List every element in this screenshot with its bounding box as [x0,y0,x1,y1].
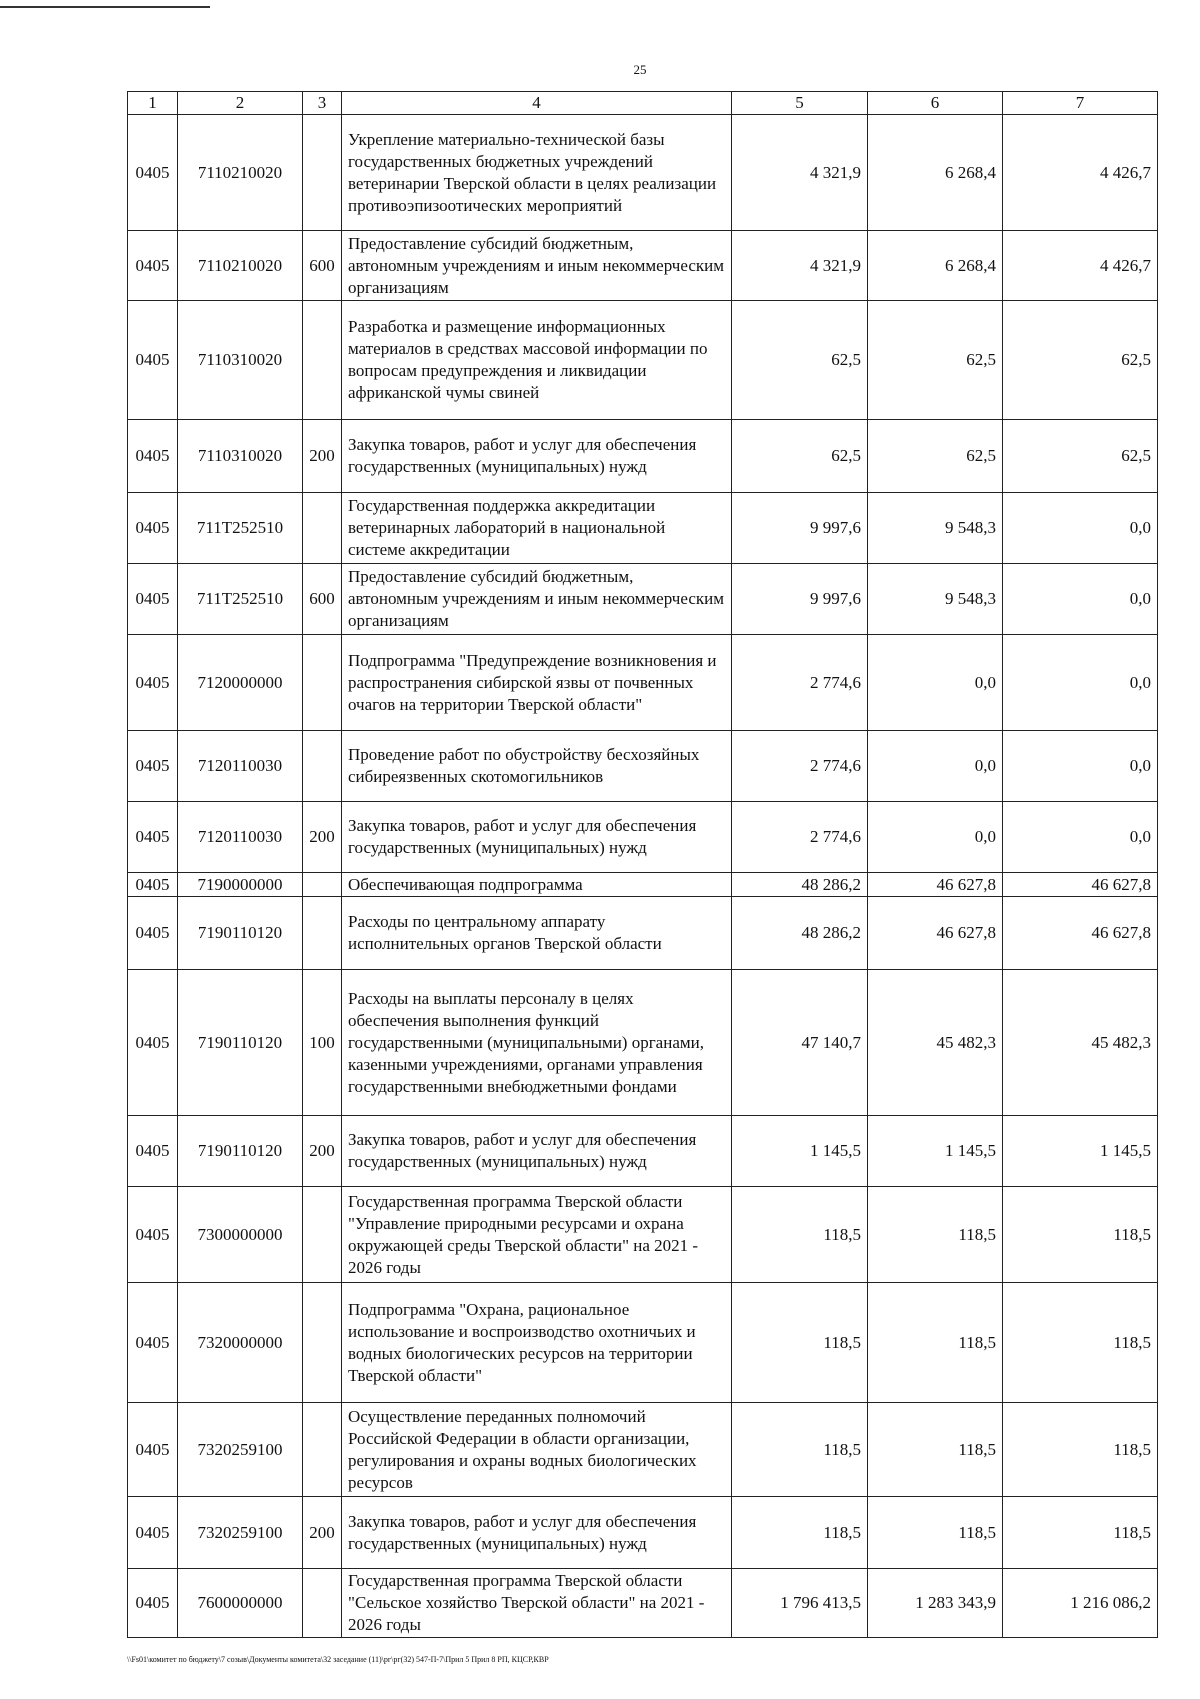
item-name: Государственная программа Тверской области "Сельское хозяйство Тверской области" на 2021 - 2026 годы [342,1569,732,1638]
item-name: Осуществление переданных полномочий Российской Федерации в области организации, регулирования и охраны водных биологических ресурсов [342,1403,732,1497]
target-article-code: 7120000000 [178,635,303,731]
item-name: Закупка товаров, работ и услуг для обеспечения государственных (муниципальных) нужд [342,1116,732,1187]
target-article-code: 7190000000 [178,873,303,897]
table-row [128,1283,1158,1403]
section-code: 0405 [128,873,178,897]
amount-col5: 1 145,5 [732,1116,868,1187]
section-code: 0405 [128,231,178,301]
expense-type-code [303,897,342,970]
table-row [128,1116,1158,1187]
target-article-code: 7190110120 [178,897,303,970]
amount-col5: 118,5 [732,1403,868,1497]
expense-type-code [303,731,342,802]
table-row [128,231,1158,301]
target-article-code: 7320259100 [178,1403,303,1497]
table-row [128,802,1158,873]
item-name: Закупка товаров, работ и услуг для обеспечения государственных (муниципальных) нужд [342,802,732,873]
target-article-code: 7190110120 [178,970,303,1116]
target-article-code: 7110210020 [178,115,303,231]
table-row [128,420,1158,493]
amount-col5: 2 774,6 [732,731,868,802]
item-name: Обеспечивающая подпрограмма [342,873,732,897]
amount-col7: 45 482,3 [1003,970,1158,1116]
item-name: Расходы по центральному аппарату исполнительных органов Тверской области [342,897,732,970]
amount-col6: 46 627,8 [868,897,1003,970]
section-code: 0405 [128,301,178,420]
amount-col6: 118,5 [868,1283,1003,1403]
section-code: 0405 [128,1187,178,1283]
amount-col5: 4 321,9 [732,231,868,301]
table-row [128,1497,1158,1569]
amount-col5: 48 286,2 [732,873,868,897]
amount-col7: 118,5 [1003,1283,1158,1403]
amount-col7: 118,5 [1003,1497,1158,1569]
section-code: 0405 [128,635,178,731]
expense-type-code: 200 [303,1116,342,1187]
amount-col6: 62,5 [868,420,1003,493]
table-row [128,731,1158,802]
amount-col7: 0,0 [1003,493,1158,564]
target-article-code: 7190110120 [178,1116,303,1187]
expense-type-code [303,1569,342,1638]
section-code: 0405 [128,1116,178,1187]
amount-col6: 9 548,3 [868,493,1003,564]
section-code: 0405 [128,1403,178,1497]
target-article-code: 7120110030 [178,802,303,873]
amount-col5: 62,5 [732,301,868,420]
amount-col6: 62,5 [868,301,1003,420]
amount-col6: 6 268,4 [868,231,1003,301]
amount-col5: 9 997,6 [732,564,868,635]
corner-rule [0,6,210,8]
table-row [128,1569,1158,1638]
section-code: 0405 [128,897,178,970]
amount-col6: 0,0 [868,731,1003,802]
table-row [128,1403,1158,1497]
page-number: 25 [633,62,647,77]
amount-col7: 0,0 [1003,802,1158,873]
section-code: 0405 [128,1569,178,1638]
header-row [128,92,1158,115]
expense-type-code: 200 [303,1497,342,1569]
amount-col7: 62,5 [1003,301,1158,420]
item-name: Расходы на выплаты персоналу в целях обеспечения выполнения функций государственными (муниципальными) органами, казенными учреждениями, органами управления государственными внебюджетными фондами [342,970,732,1116]
amount-col7: 0,0 [1003,731,1158,802]
target-article-code: 7320000000 [178,1283,303,1403]
item-name: Закупка товаров, работ и услуг для обеспечения государственных (муниципальных) нужд [342,1497,732,1569]
amount-col5: 4 321,9 [732,115,868,231]
item-name: Разработка и размещение информационных материалов в средствах массовой информации по вопросам предупреждения и ликвидации африканской чумы свиней [342,301,732,420]
amount-col6: 118,5 [868,1187,1003,1283]
section-code: 0405 [128,1497,178,1569]
amount-col5: 1 796 413,5 [732,1569,868,1638]
col-header-3: 3 [303,92,342,115]
amount-col5: 9 997,6 [732,493,868,564]
item-name: Укрепление материально-технической базы государственных бюджетных учреждений ветеринарии Тверской области в целях реализации противоэпизоотических мероприятий [342,115,732,231]
expense-type-code: 600 [303,231,342,301]
amount-col5: 118,5 [732,1283,868,1403]
expense-type-code [303,115,342,231]
amount-col5: 47 140,7 [732,970,868,1116]
amount-col5: 2 774,6 [732,802,868,873]
target-article-code: 7300000000 [178,1187,303,1283]
amount-col7: 1 145,5 [1003,1116,1158,1187]
expense-type-code: 200 [303,802,342,873]
amount-col6: 1 283 343,9 [868,1569,1003,1638]
amount-col7: 46 627,8 [1003,897,1158,970]
expense-type-code: 200 [303,420,342,493]
target-article-code: 7110310020 [178,420,303,493]
table-row [128,301,1158,420]
table-row [128,1187,1158,1283]
table-row [128,493,1158,564]
amount-col5: 118,5 [732,1497,868,1569]
item-name: Закупка товаров, работ и услуг для обеспечения государственных (муниципальных) нужд [342,420,732,493]
expense-type-code [303,1283,342,1403]
table-row [128,873,1158,897]
amount-col5: 62,5 [732,420,868,493]
table-row [128,115,1158,231]
file-path-footer: \\Fs01\комитет по бюджету\7 созыв\Документы комитета\32 заседание (11)\рг\рг(32) 547-П-7\Прил 5 Прил 8 РП, КЦСР,КВР [127,1655,549,1664]
amount-col6: 1 145,5 [868,1116,1003,1187]
item-name: Государственная поддержка аккредитации ветеринарных лабораторий в национальной системе аккредитации [342,493,732,564]
col-header-6: 6 [868,92,1003,115]
expense-type-code [303,1187,342,1283]
expense-type-code: 600 [303,564,342,635]
table-row [128,897,1158,970]
amount-col6: 118,5 [868,1403,1003,1497]
section-code: 0405 [128,1283,178,1403]
expense-type-code [303,493,342,564]
target-article-code: 711Т252510 [178,564,303,635]
amount-col5: 2 774,6 [732,635,868,731]
amount-col7: 4 426,7 [1003,115,1158,231]
expense-type-code: 100 [303,970,342,1116]
expense-type-code [303,1403,342,1497]
col-header-2: 2 [178,92,303,115]
table-row [128,635,1158,731]
col-header-5: 5 [732,92,868,115]
item-name: Подпрограмма "Охрана, рациональное использование и воспроизводство охотничьих и водных биологических ресурсов на территории Тверской области" [342,1283,732,1403]
section-code: 0405 [128,802,178,873]
col-header-7: 7 [1003,92,1158,115]
amount-col7: 0,0 [1003,635,1158,731]
amount-col7: 118,5 [1003,1187,1158,1283]
amount-col6: 0,0 [868,635,1003,731]
amount-col7: 118,5 [1003,1403,1158,1497]
amount-col7: 4 426,7 [1003,231,1158,301]
section-code: 0405 [128,115,178,231]
amount-col5: 118,5 [732,1187,868,1283]
amount-col6: 45 482,3 [868,970,1003,1116]
target-article-code: 7110210020 [178,231,303,301]
section-code: 0405 [128,970,178,1116]
col-header-1: 1 [128,92,178,115]
target-article-code: 711Т252510 [178,493,303,564]
amount-col6: 6 268,4 [868,115,1003,231]
amount-col7: 46 627,8 [1003,873,1158,897]
table-row [128,564,1158,635]
section-code: 0405 [128,420,178,493]
target-article-code: 7110310020 [178,301,303,420]
table-row [128,970,1158,1116]
target-article-code: 7600000000 [178,1569,303,1638]
col-header-4: 4 [342,92,732,115]
budget-table [127,91,1158,1638]
item-name: Подпрограмма "Предупреждение возникновения и распространения сибирской язвы от почвенных очагов на территории Тверской области" [342,635,732,731]
section-code: 0405 [128,493,178,564]
item-name: Предоставление субсидий бюджетным, автономным учреждениям и иным некоммерческим организациям [342,564,732,635]
amount-col7: 0,0 [1003,564,1158,635]
expense-type-code [303,635,342,731]
amount-col6: 118,5 [868,1497,1003,1569]
amount-col6: 0,0 [868,802,1003,873]
section-code: 0405 [128,564,178,635]
expense-type-code [303,301,342,420]
target-article-code: 7120110030 [178,731,303,802]
item-name: Государственная программа Тверской области "Управление природными ресурсами и охрана окружающей среды Тверской области" на 2021 - 2026 годы [342,1187,732,1283]
amount-col6: 46 627,8 [868,873,1003,897]
expense-type-code [303,873,342,897]
amount-col5: 48 286,2 [732,897,868,970]
section-code: 0405 [128,731,178,802]
item-name: Проведение работ по обустройству бесхозяйных сибиреязвенных скотомогильников [342,731,732,802]
target-article-code: 7320259100 [178,1497,303,1569]
item-name: Предоставление субсидий бюджетным, автономным учреждениям и иным некоммерческим организациям [342,231,732,301]
amount-col7: 62,5 [1003,420,1158,493]
amount-col7: 1 216 086,2 [1003,1569,1158,1638]
amount-col6: 9 548,3 [868,564,1003,635]
